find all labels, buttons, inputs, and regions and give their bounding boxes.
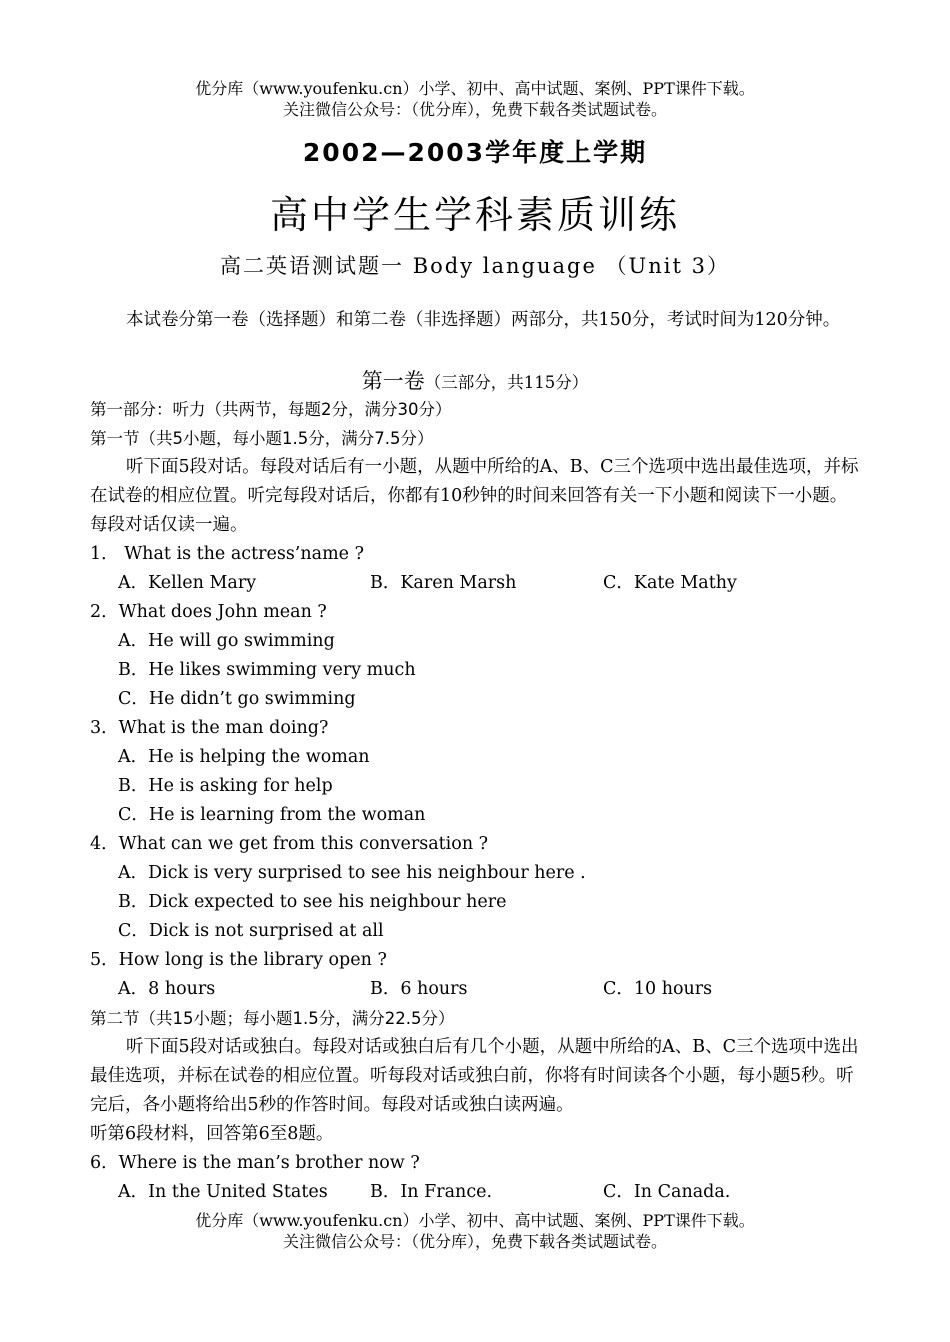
option-c[interactable]: C．Dick is not surprised at all [118, 921, 384, 941]
option-a[interactable]: A．In the United States [118, 1182, 328, 1202]
volume-title-main: 第一卷 [361, 369, 425, 393]
option-a[interactable]: A．Dick is very surprised to see his neighbour here . [118, 863, 586, 883]
section2-instructions: 听下面5段对话或独白。每段对话或独白后有几个小题，从题中所给的A、B、C三个选项中选出最佳选项，并标在试卷的相应位置。听每段对话或独白前，你将有时间读各个小题，每小题5秒。听完后，各小题将给出5秒的作答时间。每段对话或独白读两遍。 [90, 1037, 859, 1115]
option-c[interactable]: C．Kate Mathy [603, 573, 737, 593]
question-5-options [90, 975, 862, 1004]
option-b[interactable]: B．In France. [370, 1182, 493, 1202]
header-line-1: 优分库（www.youfenku.cn）小学、初中、高中试题、案例、PPT课件下载。 [195, 79, 755, 98]
main-title: 高中学生学科素质训练 [269, 193, 680, 237]
intro-paragraph [90, 306, 862, 335]
option-b[interactable]: B．He is asking for help [118, 776, 333, 796]
option-b[interactable]: B．6 hours [370, 979, 468, 999]
volume-title-note: （三部分，共115分） [424, 373, 589, 392]
question-6-options [90, 1178, 862, 1207]
option-c[interactable]: C．In Canada. [603, 1182, 731, 1202]
section1-title: 第一节（共5小题，每小题1.5分，满分7.5分） [90, 429, 434, 448]
option-a[interactable]: A．He will go swimming [118, 631, 335, 651]
header-line-2: 关注微信公众号：（优分库），免费下载各类试题试卷。 [282, 100, 667, 119]
intro-text: 本试卷分第一卷（选择题）和第二卷（非选择题）两部分，共150分，考试时间为120分钟。 [126, 310, 841, 330]
question-1: 1． What is the actress’name ? [90, 544, 364, 564]
option-b[interactable]: B．Karen Marsh [370, 573, 517, 593]
question-2: 2．What does John mean ? [90, 602, 327, 622]
page-header [0, 78, 950, 120]
option-b[interactable]: B．He likes swimming very much [118, 660, 416, 680]
question-1-options [90, 569, 862, 598]
subtitle: 高二英语测试题一 Body language （Unit 3） [220, 254, 730, 278]
material-note: 听第6段材料，回答第6至8题。 [90, 1124, 334, 1144]
question-5: 5．How long is the library open ? [90, 950, 387, 970]
footer-line-1: 优分库（www.youfenku.cn）小学、初中、高中试题、案例、PPT课件下载。 [195, 1211, 755, 1230]
term-title: 2002—2003学年度上学期 [302, 138, 648, 167]
option-c[interactable]: C．10 hours [603, 979, 713, 999]
option-c[interactable]: C．He is learning from the woman [118, 805, 426, 825]
section2-title: 第二节（共15小题；每小题1.5分，满分22.5分） [90, 1009, 455, 1028]
option-b[interactable]: B．Dick expected to see his neighbour here [118, 892, 507, 912]
option-a[interactable]: A．8 hours [118, 979, 216, 999]
question-3: 3．What is the man doing? [90, 718, 329, 738]
section1-instructions: 听下面5段对话。每段对话后有一小题，从题中所给的A、B、C三个选项中选出最佳选项，并标在试卷的相应位置。听完每段对话后，你都有10秒钟的时间来回答有关一下小题和阅读下一小题。每段对话仅读一遍。 [90, 457, 859, 535]
page-footer [0, 1210, 950, 1252]
option-a[interactable]: A．Kellen Mary [118, 573, 257, 593]
option-c[interactable]: C．He didn’t go swimming [118, 689, 356, 709]
footer-line-2: 关注微信公众号：（优分库），免费下载各类试题试卷。 [282, 1232, 667, 1251]
option-a[interactable]: A．He is helping the woman [118, 747, 370, 767]
question-6: 6．Where is the man’s brother now ? [90, 1153, 420, 1173]
part1-title: 第一部分：听力（共两节，每题2分，满分30分） [90, 400, 452, 419]
question-4: 4．What can we get from this conversation ? [90, 834, 489, 854]
volume-title [0, 365, 950, 395]
exam-content [90, 395, 862, 1207]
